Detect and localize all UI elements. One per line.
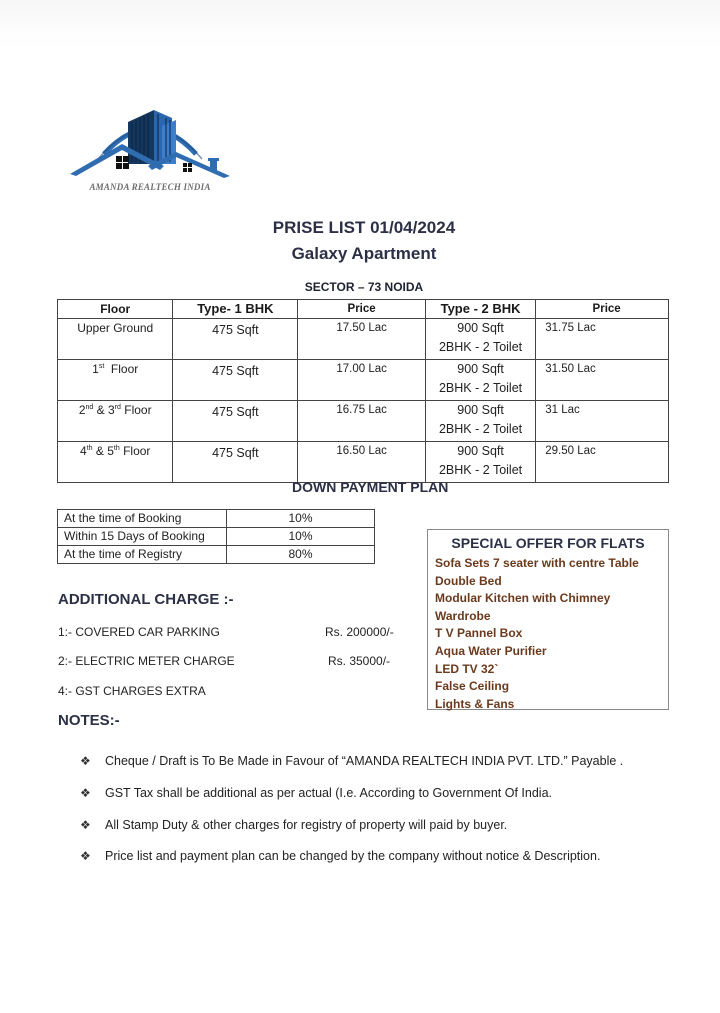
type2-cell: [425, 360, 535, 401]
price-table: [57, 299, 669, 483]
type2-area: 900 Sqft: [457, 403, 504, 417]
table-row: [58, 401, 669, 442]
type2-config: 2BHK - 2 Toilet: [438, 463, 523, 477]
column-header-price1: Price: [298, 300, 426, 319]
floor-number: 2: [78, 403, 86, 417]
column-header-price2: Price: [536, 300, 669, 319]
floor-label: Floor: [119, 444, 151, 458]
payment-stage: At the time of Registry: [58, 546, 227, 564]
payment-percent: 10%: [227, 528, 375, 546]
floor-label: Upper Ground: [77, 321, 154, 335]
payment-percent: 10%: [227, 510, 375, 528]
type2-area: 900 Sqft: [457, 362, 504, 376]
type2-cell: [425, 401, 535, 442]
note-item: [80, 786, 552, 800]
column-header-type2: Type - 2 BHK: [425, 300, 535, 319]
note-text: Price list and payment plan can be changed by the company without notice & Description.: [105, 849, 601, 863]
diamond-bullet-icon: ❖: [80, 754, 91, 768]
type2-area: 900 Sqft: [457, 444, 504, 458]
diamond-bullet-icon: ❖: [80, 786, 91, 800]
type1-area-cell: 475 Sqft: [173, 401, 298, 442]
note-text: GST Tax shall be additional as per actual (I.e. According to Government Of India.: [105, 786, 553, 800]
down-payment-table: [57, 509, 375, 564]
charge-label: 2:- ELECTRIC METER CHARGE: [58, 654, 235, 668]
type2-price-cell: 31.75 Lac: [536, 319, 669, 360]
floor-number: & 5: [92, 444, 114, 458]
floor-label: Floor: [104, 362, 139, 376]
offer-item: Modular Kitchen with Chimney: [435, 591, 611, 606]
table-row: [58, 510, 375, 528]
charge-label: 1:- COVERED CAR PARKING: [58, 625, 220, 639]
type1-price-cell: 17.00 Lac: [298, 360, 426, 401]
offer-item: Aqua Water Purifier: [435, 643, 547, 658]
floor-label: Floor: [120, 403, 152, 417]
type2-price-cell: 29.50 Lac: [536, 442, 669, 483]
floor-ordinal: nd: [85, 404, 94, 411]
type2-price-cell: 31.50 Lac: [536, 360, 669, 401]
floor-number: 1: [92, 362, 99, 376]
floor-cell: [58, 360, 173, 401]
special-offer-list: [435, 555, 639, 713]
type1-area-cell: 475 Sqft: [173, 442, 298, 483]
floor-cell: [58, 401, 173, 442]
page-title: PRISE LIST 01/04/2024: [272, 218, 456, 237]
type2-config: 2BHK - 2 Toilet: [438, 422, 523, 436]
floor-ordinal: st: [98, 363, 105, 370]
offer-item: Lights & Fans: [435, 696, 515, 711]
floor-number: & 3: [93, 403, 115, 417]
floor-ordinal: th: [86, 445, 93, 452]
top-shadow: [0, 0, 720, 48]
charge-amount: Rs. 35000/-: [328, 654, 391, 668]
note-item: [80, 818, 507, 832]
floor-cell: [58, 442, 173, 483]
table-row: [58, 528, 375, 546]
floor-number: 4: [80, 444, 87, 458]
type2-price-cell: 31 Lac: [536, 401, 669, 442]
charge-label: 4:- GST CHARGES EXTRA: [58, 684, 206, 698]
table-row: [58, 546, 375, 564]
down-payment-heading: DOWN PAYMENT PLAN: [292, 479, 449, 495]
charge-amount: Rs. 200000/-: [325, 625, 394, 639]
floor-ordinal: th: [113, 445, 120, 452]
project-location: SECTOR – 73 NOIDA: [304, 280, 424, 294]
note-item: [80, 754, 623, 768]
payment-percent: 80%: [227, 546, 375, 564]
special-offer-box: [427, 529, 669, 710]
offer-item: LED TV 32`: [435, 661, 499, 676]
note-text: All Stamp Duty & other charges for registry of property will paid by buyer.: [105, 818, 508, 832]
type2-area: 900 Sqft: [457, 321, 504, 335]
offer-item: Double Bed: [435, 573, 502, 588]
type1-area-cell: 475 Sqft: [173, 360, 298, 401]
column-header-type1: Type- 1 BHK: [173, 300, 298, 319]
table-row: [58, 442, 669, 483]
offer-item: False Ceiling: [435, 679, 510, 694]
company-name-label: AMANDA REALTECH INDIA: [89, 182, 211, 192]
special-offer-heading: SPECIAL OFFER FOR FLATS: [451, 535, 645, 551]
price-table-header-row: [58, 300, 669, 319]
type2-config: 2BHK - 2 Toilet: [438, 340, 523, 354]
offer-item: Wardrobe: [435, 608, 491, 623]
additional-charge-heading: ADDITIONAL CHARGE :-: [58, 591, 234, 608]
diamond-bullet-icon: ❖: [80, 849, 91, 863]
note-text: Cheque / Draft is To Be Made in Favour of “AMANDA REALTECH INDIA PVT. LTD.” Payable .: [105, 754, 624, 768]
offer-item: Sofa Sets 7 seater with centre Table: [435, 556, 639, 570]
column-header-floor: Floor: [58, 300, 173, 319]
company-logo: [64, 104, 236, 194]
table-row: [58, 319, 669, 360]
payment-stage: Within 15 Days of Booking: [58, 528, 227, 546]
type2-cell: [425, 442, 535, 483]
type1-price-cell: 16.50 Lac: [298, 442, 426, 483]
table-row: [58, 360, 669, 401]
note-item: [80, 849, 600, 863]
offer-item: T V Pannel Box: [435, 626, 523, 641]
floor-ordinal: rd: [114, 404, 121, 411]
type1-price-cell: 16.75 Lac: [298, 401, 426, 442]
floor-cell: [58, 319, 173, 360]
type2-cell: [425, 319, 535, 360]
type2-config: 2BHK - 2 Toilet: [438, 381, 523, 395]
type1-price-cell: 17.50 Lac: [298, 319, 426, 360]
project-name: Galaxy Apartment: [291, 244, 437, 263]
notes-heading: NOTES:-: [58, 712, 120, 729]
diamond-bullet-icon: ❖: [80, 818, 91, 832]
payment-stage: At the time of Booking: [58, 510, 227, 528]
type1-area-cell: 475 Sqft: [173, 319, 298, 360]
building-house-roof-icon: [64, 104, 236, 184]
